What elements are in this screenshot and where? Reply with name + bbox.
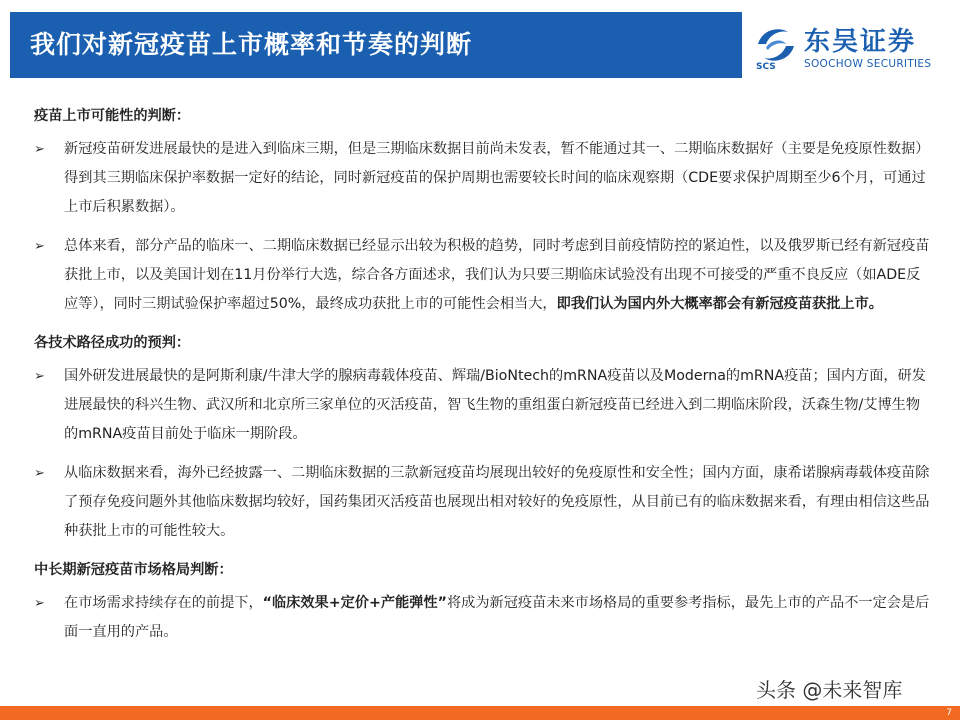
arrow-bullet-icon: ➢: [34, 239, 45, 254]
section-heading: 疫苗上市可能性的判断：: [34, 108, 191, 124]
arrow-bullet-icon: ➢: [34, 466, 45, 481]
soochow-logo-icon: [752, 22, 800, 70]
logo-chinese-name: 东吴证券: [804, 27, 917, 57]
bullet-text: 新冠疫苗研发进展最快的是进入到临床三期，但是三期临床数据目前尚未发表，暂不能通过其一、二期临床数据好（主要是免疫原性数据）得到其三期临床保护率数据一定好的结论，同时新冠疫苗的保护周期也需要较长时间的临床观察期（CDE要求保护周期至少6个月，可通过上市后积累数据）。: [64, 141, 930, 215]
footer-bar: [0, 706, 960, 720]
section-heading: 中长期新冠疫苗市场格局判断：: [34, 562, 233, 578]
bullet-text-emphasis: “临床效果+定价+产能弹性”: [262, 595, 447, 611]
logo-english-name: SOOCHOW SECURITIES: [804, 58, 932, 70]
bullet-text: 从临床数据来看，海外已经披露一、二期临床数据的三款新冠疫苗均展现出较好的免疫原性和安全性；国内方面，康希诺腺病毒载体疫苗除了预存免疫问题外其他临床数据均较好，国药集团灭活疫苗也展现出相对较好的免疫原性，从目前已有的临床数据来看，有理由相信这些品种获批上市的可能性较大。: [64, 465, 930, 539]
main-content: [34, 102, 930, 657]
bullet-item: [34, 232, 930, 319]
bullet-text-emphasis: 即我们认为国内外大概率都会有新冠疫苗获批上市。: [556, 296, 883, 312]
bullet-text: 将成为新冠疫苗未来市场格局的重要参考指标，最先上市的产品不一定会是后面一直用的产品。: [64, 595, 930, 640]
watermark: 头条 @未来智库: [756, 678, 903, 702]
arrow-bullet-icon: ➢: [34, 142, 45, 157]
arrow-bullet-icon: ➢: [34, 369, 45, 384]
bullet-text: 在市场需求持续存在的前提下，: [64, 595, 263, 611]
company-logo: [752, 20, 952, 74]
section-heading: 各技术路径成功的预判：: [34, 335, 191, 351]
page-title: 我们对新冠疫苗上市概率和节奏的判断: [30, 30, 473, 59]
bullet-text: 国外研发进展最快的是阿斯利康/牛津大学的腺病毒载体疫苗、辉瑞/BioNtech的mRNA疫苗以及Moderna的mRNA疫苗；国内方面，研发进展最快的科兴生物、武汉所和北京所三家单位的灭活疫苗，智飞生物的重组蛋白新冠疫苗已经进入到二期临床阶段，沃森生物/艾博生物的mRNA疫苗目前处于临床一期阶段。: [64, 368, 926, 442]
bullet-item: [34, 362, 930, 449]
arrow-bullet-icon: ➢: [34, 596, 45, 611]
logo-mark-text: SCS: [756, 62, 776, 70]
bullet-text: 总体来看，部分产品的临床一、二期临床数据已经显示出较为积极的趋势，同时考虑到目前疫情防控的紧迫性，以及俄罗斯已经有新冠疫苗获批上市，以及美国计划在11月份举行大选，综合各方面述求，我们认为只要三期临床试验没有出现不可接受的严重不良反应（如ADE反应等），同时三期试验保护率超过50%，最终成功获批上市的可能性会相当大，: [64, 238, 930, 312]
bullet-item: [34, 459, 930, 546]
bullet-item: [34, 135, 930, 222]
page-number: 7: [946, 708, 952, 718]
title-bar: [10, 12, 742, 78]
bullet-item: [34, 589, 930, 647]
